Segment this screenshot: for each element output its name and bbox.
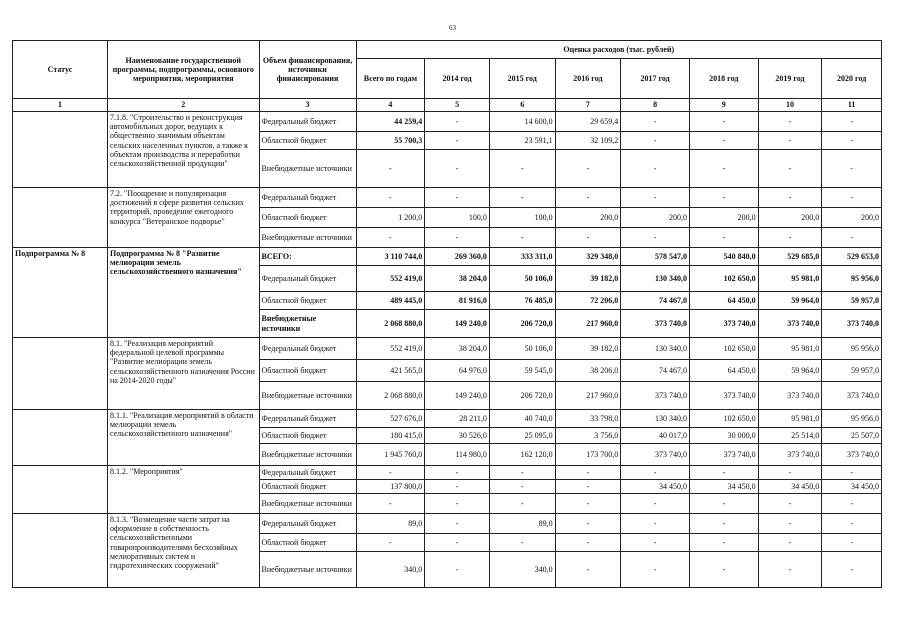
amount-cell: 33 798,0 <box>555 410 621 428</box>
status-cell <box>13 466 108 514</box>
amount-cell: 489 445,0 <box>356 292 425 310</box>
amount-cell: 130 340,0 <box>621 338 690 360</box>
status-cell: Подпрограмма № 8 <box>13 248 108 338</box>
column-index: 2 <box>107 99 259 112</box>
column-index: 11 <box>822 99 882 112</box>
amount-cell: 578 547,0 <box>621 248 690 266</box>
amount-cell: - <box>822 552 882 588</box>
funding-source: Федеральный бюджет <box>259 514 356 534</box>
amount-cell: - <box>758 112 822 132</box>
amount-cell: 137 800,0 <box>356 480 425 494</box>
amount-cell: - <box>758 466 822 480</box>
amount-cell: 59 957,0 <box>822 292 882 310</box>
table-row <box>13 410 882 428</box>
header-year: Всего по годам <box>356 59 425 99</box>
amount-cell: 130 340,0 <box>621 266 690 292</box>
amount-cell: 373 740,0 <box>758 382 822 410</box>
amount-cell: - <box>758 132 822 150</box>
amount-cell: - <box>822 112 882 132</box>
amount-cell: - <box>689 150 758 188</box>
funding-source: Областной бюджет <box>259 360 356 382</box>
amount-cell: - <box>356 228 425 248</box>
amount-cell: 34 450,0 <box>758 480 822 494</box>
amount-cell: - <box>425 534 490 552</box>
amount-cell: 30 526,0 <box>425 428 490 444</box>
amount-cell: 373 740,0 <box>621 310 690 338</box>
status-cell <box>13 112 108 188</box>
amount-cell: - <box>489 494 555 514</box>
amount-cell: 200,0 <box>689 208 758 228</box>
amount-cell: - <box>489 466 555 480</box>
amount-cell: 32 109,2 <box>555 132 621 150</box>
header-year: 2016 год <box>555 59 621 99</box>
amount-cell: - <box>758 534 822 552</box>
header-year: 2017 год <box>621 59 690 99</box>
amount-cell: 373 740,0 <box>689 382 758 410</box>
amount-cell: 149 240,0 <box>425 382 490 410</box>
funding-source: Областной бюджет <box>259 480 356 494</box>
amount-cell: 340,0 <box>356 552 425 588</box>
amount-cell: 100,0 <box>425 208 490 228</box>
header-estimate: Оценка расходов (тыс. рублей) <box>356 41 881 59</box>
funding-source: Областной бюджет <box>259 292 356 310</box>
funding-source: Внебюджетные источники <box>259 552 356 588</box>
amount-cell: 64 450,0 <box>689 292 758 310</box>
amount-cell: - <box>822 514 882 534</box>
amount-cell: 100,0 <box>489 208 555 228</box>
amount-cell: - <box>758 514 822 534</box>
column-index: 1 <box>13 99 108 112</box>
amount-cell: 14 600,0 <box>489 112 555 132</box>
amount-cell: 540 840,0 <box>689 248 758 266</box>
amount-cell: - <box>425 112 490 132</box>
amount-cell: 373 740,0 <box>822 382 882 410</box>
item-name: 8.1.3. "Возмещение части затрат на оформление в собственность сельскохозяйственными товаропроизводителями бесхозяйных мелиоративных систем и гидротехнических сооружений" <box>107 514 259 588</box>
amount-cell: - <box>425 514 490 534</box>
amount-cell: 39 182,0 <box>555 338 621 360</box>
amount-cell: 55 700,3 <box>356 132 425 150</box>
amount-cell: 38 206,0 <box>555 360 621 382</box>
amount-cell: 340,0 <box>489 552 555 588</box>
amount-cell: 44 259,4 <box>356 112 425 132</box>
amount-cell: - <box>822 466 882 480</box>
amount-cell: - <box>621 514 690 534</box>
amount-cell: - <box>489 480 555 494</box>
funding-source: ВСЕГО: <box>259 248 356 266</box>
amount-cell: 95 981,0 <box>758 410 822 428</box>
amount-cell: 269 360,0 <box>425 248 490 266</box>
amount-cell: - <box>822 150 882 188</box>
amount-cell: 3 756,0 <box>555 428 621 444</box>
amount-cell: 40 017,0 <box>621 428 690 444</box>
funding-source: Областной бюджет <box>259 534 356 552</box>
header-name: Наименование государственной программы, подпрограммы, основного мероприятия, мероприятия <box>107 41 259 99</box>
amount-cell: 59 964,0 <box>758 292 822 310</box>
amount-cell: 552 419,0 <box>356 266 425 292</box>
column-index: 8 <box>621 99 690 112</box>
amount-cell: - <box>621 466 690 480</box>
amount-cell: - <box>689 188 758 208</box>
column-index: 6 <box>489 99 555 112</box>
column-index: 4 <box>356 99 425 112</box>
status-cell <box>13 514 108 588</box>
amount-cell: - <box>621 552 690 588</box>
amount-cell: 95 981,0 <box>758 338 822 360</box>
amount-cell: 206 720,0 <box>489 382 555 410</box>
amount-cell: - <box>822 188 882 208</box>
amount-cell: - <box>689 466 758 480</box>
table-row <box>13 112 882 132</box>
table-row <box>13 338 882 360</box>
amount-cell: - <box>555 514 621 534</box>
amount-cell: 552 419,0 <box>356 338 425 360</box>
status-cell <box>13 188 108 248</box>
amount-cell: 102 650,0 <box>689 338 758 360</box>
header-status: Статус <box>13 41 108 99</box>
amount-cell: - <box>555 552 621 588</box>
table-row <box>13 466 882 480</box>
amount-cell: - <box>621 228 690 248</box>
amount-cell: - <box>621 188 690 208</box>
funding-source: Областной бюджет <box>259 428 356 444</box>
amount-cell: 217 960,0 <box>555 310 621 338</box>
funding-source: Внебюджетные источники <box>259 494 356 514</box>
amount-cell: - <box>689 112 758 132</box>
amount-cell: 25 514,0 <box>758 428 822 444</box>
amount-cell: 50 106,0 <box>489 266 555 292</box>
amount-cell: - <box>621 132 690 150</box>
amount-cell: 373 740,0 <box>689 444 758 466</box>
amount-cell: 34 450,0 <box>822 480 882 494</box>
funding-source: Внебюджетные источники <box>259 310 356 338</box>
item-name: Подпрограмма № 8 "Развитие мелиорации земель сельскохозяйственного назначения" <box>107 248 259 338</box>
page-number: 63 <box>449 24 456 32</box>
amount-cell: 95 956,0 <box>822 338 882 360</box>
amount-cell: 38 204,0 <box>425 338 490 360</box>
amount-cell: 59 964,0 <box>758 360 822 382</box>
funding-source: Внебюджетные источники <box>259 382 356 410</box>
amount-cell: 28 211,0 <box>425 410 490 428</box>
table-row <box>13 188 882 208</box>
column-index: 10 <box>758 99 822 112</box>
amount-cell: 200,0 <box>555 208 621 228</box>
item-name: 7.2. "Поощрение и популяризация достижений в сфере развития сельских территорий, проведение ежегодного конкурса "Ветеранское подворье" <box>107 188 259 248</box>
amount-cell: - <box>621 150 690 188</box>
amount-cell: 50 106,0 <box>489 338 555 360</box>
amount-cell: 25 095,0 <box>489 428 555 444</box>
amount-cell: 373 740,0 <box>758 444 822 466</box>
amount-cell: - <box>425 494 490 514</box>
funding-source: Федеральный бюджет <box>259 466 356 480</box>
table-row <box>13 514 882 534</box>
amount-cell: 29 659,4 <box>555 112 621 132</box>
amount-cell: 30 000,0 <box>689 428 758 444</box>
amount-cell: - <box>425 132 490 150</box>
amount-cell: 200,0 <box>822 208 882 228</box>
amount-cell: - <box>758 150 822 188</box>
amount-cell: - <box>425 480 490 494</box>
header-year: 2018 год <box>689 59 758 99</box>
amount-cell: - <box>555 228 621 248</box>
amount-cell: 130 340,0 <box>621 410 690 428</box>
amount-cell: - <box>758 228 822 248</box>
amount-cell: 89,0 <box>489 514 555 534</box>
amount-cell: - <box>555 466 621 480</box>
amount-cell: - <box>689 534 758 552</box>
amount-cell: - <box>555 150 621 188</box>
amount-cell: 373 740,0 <box>689 310 758 338</box>
amount-cell: - <box>489 534 555 552</box>
amount-cell: 180 415,0 <box>356 428 425 444</box>
funding-source: Федеральный бюджет <box>259 188 356 208</box>
amount-cell: 81 916,0 <box>425 292 490 310</box>
amount-cell: 89,0 <box>356 514 425 534</box>
amount-cell: - <box>822 228 882 248</box>
amount-cell: 149 240,0 <box>425 310 490 338</box>
amount-cell: - <box>758 552 822 588</box>
amount-cell: 40 740,0 <box>489 410 555 428</box>
amount-cell: - <box>822 534 882 552</box>
amount-cell: 373 740,0 <box>621 444 690 466</box>
funding-source: Внебюджетные источники <box>259 150 356 188</box>
amount-cell: - <box>425 228 490 248</box>
amount-cell: - <box>621 534 690 552</box>
amount-cell: 333 311,0 <box>489 248 555 266</box>
amount-cell: - <box>425 150 490 188</box>
amount-cell: 95 956,0 <box>822 266 882 292</box>
amount-cell: 34 450,0 <box>621 480 690 494</box>
header-year: 2020 год <box>822 59 882 99</box>
amount-cell: 102 650,0 <box>689 266 758 292</box>
amount-cell: - <box>822 132 882 150</box>
header-year: 2014 год <box>425 59 490 99</box>
item-name: 8.1.1. "Реализация мероприятий в области мелиорации земель сельскохозяйственного назначения" <box>107 410 259 466</box>
amount-cell: - <box>689 228 758 248</box>
header-volume: Объем финансирования, источники финансирования <box>259 41 356 99</box>
funding-source: Областной бюджет <box>259 208 356 228</box>
funding-source: Федеральный бюджет <box>259 338 356 360</box>
amount-cell: 206 720,0 <box>489 310 555 338</box>
amount-cell: - <box>758 188 822 208</box>
amount-cell: 23 591,1 <box>489 132 555 150</box>
amount-cell: - <box>555 534 621 552</box>
amount-cell: 373 740,0 <box>758 310 822 338</box>
funding-source: Федеральный бюджет <box>259 266 356 292</box>
amount-cell: 74 467,0 <box>621 292 690 310</box>
amount-cell: - <box>425 188 490 208</box>
amount-cell: - <box>489 150 555 188</box>
amount-cell: - <box>425 552 490 588</box>
amount-cell: 217 960,0 <box>555 382 621 410</box>
amount-cell: 72 206,0 <box>555 292 621 310</box>
amount-cell: - <box>356 188 425 208</box>
column-index: 5 <box>425 99 490 112</box>
amount-cell: 34 450,0 <box>689 480 758 494</box>
item-name: 8.1.2. "Мероприятия" <box>107 466 259 514</box>
amount-cell: 373 740,0 <box>822 444 882 466</box>
status-cell <box>13 410 108 466</box>
amount-cell: - <box>356 534 425 552</box>
amount-cell: 373 740,0 <box>621 382 690 410</box>
amount-cell: - <box>425 466 490 480</box>
funding-source: Внебюджетные источники <box>259 228 356 248</box>
column-index: 9 <box>689 99 758 112</box>
amount-cell: 200,0 <box>621 208 690 228</box>
amount-cell: 1 200,0 <box>356 208 425 228</box>
amount-cell: 39 182,0 <box>555 266 621 292</box>
amount-cell: 329 348,0 <box>555 248 621 266</box>
amount-cell: - <box>555 494 621 514</box>
amount-cell: 3 110 744,0 <box>356 248 425 266</box>
amount-cell: 64 450,0 <box>689 360 758 382</box>
amount-cell: - <box>489 228 555 248</box>
amount-cell: 25 507,0 <box>822 428 882 444</box>
amount-cell: 76 485,0 <box>489 292 555 310</box>
funding-source: Федеральный бюджет <box>259 112 356 132</box>
amount-cell: 1 945 760,0 <box>356 444 425 466</box>
amount-cell: 529 685,0 <box>758 248 822 266</box>
amount-cell: 162 120,0 <box>489 444 555 466</box>
amount-cell: 114 980,0 <box>425 444 490 466</box>
amount-cell: 421 565,0 <box>356 360 425 382</box>
amount-cell: 529 653,0 <box>822 248 882 266</box>
amount-cell: 95 956,0 <box>822 410 882 428</box>
funding-source: Областной бюджет <box>259 132 356 150</box>
amount-cell: 200,0 <box>758 208 822 228</box>
amount-cell: - <box>689 514 758 534</box>
amount-cell: - <box>621 494 690 514</box>
column-index: 7 <box>555 99 621 112</box>
column-index: 3 <box>259 99 356 112</box>
amount-cell: 2 068 880,0 <box>356 382 425 410</box>
amount-cell: 74 467,0 <box>621 360 690 382</box>
funding-source: Внебюджетные источники <box>259 444 356 466</box>
item-name: 7.1.8. "Строительство и реконструкция автомобильных дорог, ведущих к общественно значимым объектам сельских населенных пунктов, а также к объектам производства и переработки сельскохозяйственной продукции" <box>107 112 259 188</box>
amount-cell: - <box>689 552 758 588</box>
amount-cell: - <box>555 480 621 494</box>
amount-cell: - <box>356 466 425 480</box>
amount-cell: 2 068 880,0 <box>356 310 425 338</box>
amount-cell: 173 700,0 <box>555 444 621 466</box>
amount-cell: 59 545,0 <box>489 360 555 382</box>
table-row <box>13 248 882 266</box>
header-year: 2019 год <box>758 59 822 99</box>
status-cell <box>13 338 108 410</box>
amount-cell: 38 204,0 <box>425 266 490 292</box>
amount-cell: - <box>822 494 882 514</box>
amount-cell: - <box>555 188 621 208</box>
amount-cell: - <box>689 494 758 514</box>
header-year: 2015 год <box>489 59 555 99</box>
amount-cell: - <box>489 188 555 208</box>
amount-cell: 373 740,0 <box>822 310 882 338</box>
amount-cell: 102 650,0 <box>689 410 758 428</box>
amount-cell: - <box>621 112 690 132</box>
amount-cell: - <box>356 494 425 514</box>
amount-cell: 64 976,0 <box>425 360 490 382</box>
amount-cell: 59 957,0 <box>822 360 882 382</box>
amount-cell: 527 676,0 <box>356 410 425 428</box>
amount-cell: - <box>689 132 758 150</box>
amount-cell: - <box>758 494 822 514</box>
amount-cell: - <box>356 150 425 188</box>
budget-table <box>12 40 882 588</box>
item-name: 8.1. "Реализация мероприятий федеральной целевой программы "Развитие мелиорации земель сельскохозяйственного назначения России на 2014-2020 годы" <box>107 338 259 410</box>
funding-source: Федеральный бюджет <box>259 410 356 428</box>
amount-cell: 95 981,0 <box>758 266 822 292</box>
